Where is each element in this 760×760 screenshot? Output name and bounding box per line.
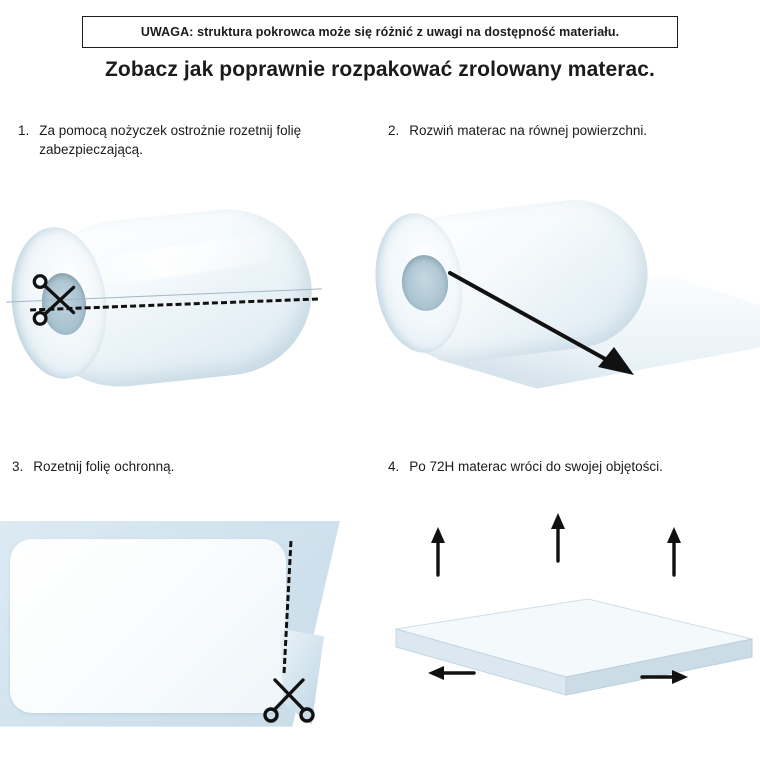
step-3-text: Rozetnij folię ochronną. bbox=[33, 459, 175, 474]
step-4-caption bbox=[380, 458, 760, 477]
step-1-illustration bbox=[0, 159, 380, 409]
direction-arrow-icon bbox=[438, 265, 658, 385]
step-1 bbox=[0, 122, 380, 409]
step-1-caption bbox=[0, 122, 380, 159]
step-3-caption bbox=[0, 458, 380, 477]
page-title: Zobacz jak poprawnie rozpakować zrolowany materac. bbox=[105, 58, 655, 81]
notice-text: UWAGA: struktura pokrowca może się różnić z uwagi na dostępność materiału. bbox=[140, 25, 620, 39]
notice-banner bbox=[82, 16, 678, 48]
mattress-in-foil-icon bbox=[0, 521, 360, 727]
scissors-icon bbox=[258, 663, 322, 727]
mattress-slab-icon bbox=[380, 513, 760, 727]
step-4-illustration bbox=[380, 477, 760, 727]
scissors-icon bbox=[28, 269, 90, 331]
step-2-caption bbox=[380, 122, 760, 141]
step-4-text: Po 72H materac wróci do swojej objętości. bbox=[409, 459, 663, 474]
step-2-number: 2. bbox=[388, 123, 400, 138]
unrolling-mattress-icon bbox=[380, 169, 760, 391]
step-3 bbox=[0, 458, 380, 727]
step-3-number: 3. bbox=[12, 459, 24, 474]
rolled-mattress-icon bbox=[6, 211, 324, 391]
step-3-illustration bbox=[0, 477, 380, 727]
step-2-illustration bbox=[380, 141, 760, 391]
step-1-text: Za pomocą nożyczek ostrożnie rozetnij folię zabezpieczającą. bbox=[39, 123, 302, 157]
expand-arrows-icon bbox=[380, 513, 760, 727]
step-2 bbox=[380, 122, 760, 391]
step-2-text: Rozwiń materac na równej powierzchni. bbox=[409, 123, 648, 138]
step-1-number: 1. bbox=[18, 123, 30, 138]
mattress-surface bbox=[10, 539, 286, 713]
step-4-number: 4. bbox=[388, 459, 400, 474]
step-4 bbox=[380, 458, 760, 727]
